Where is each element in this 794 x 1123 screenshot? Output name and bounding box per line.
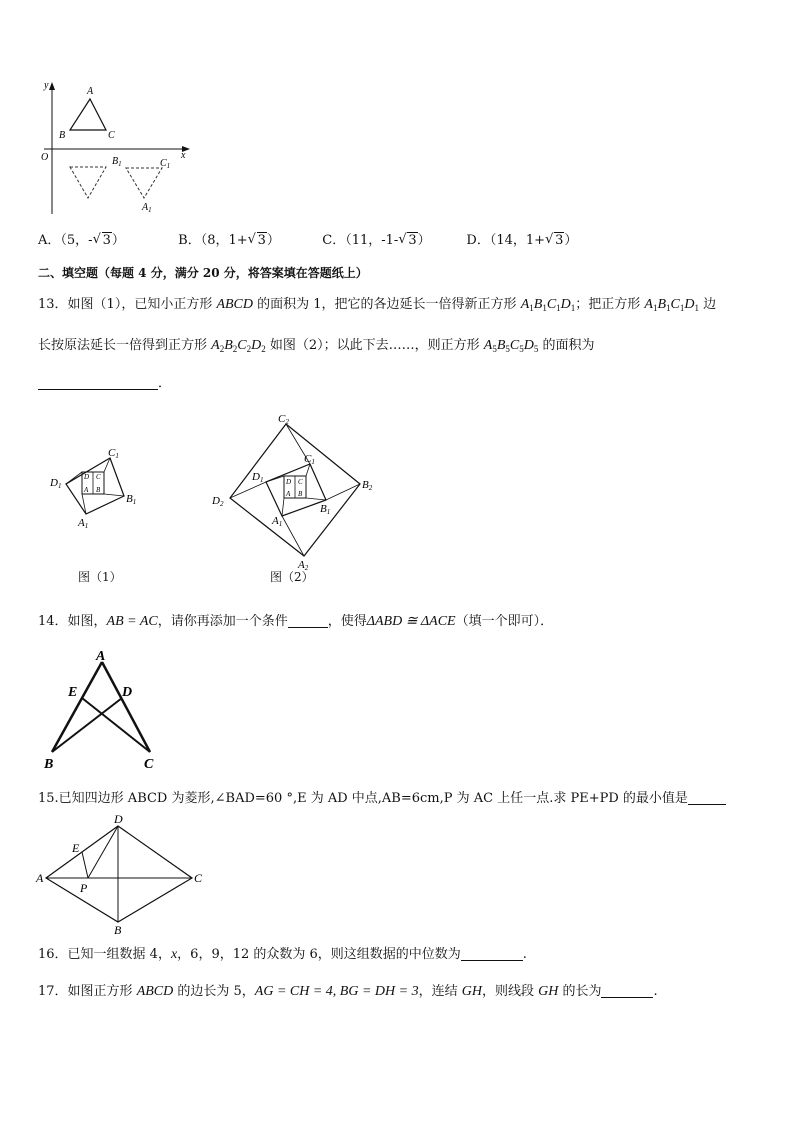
svg-text:C1: C1 [108, 447, 119, 460]
svg-text:B: B [44, 757, 54, 772]
square-a2b2c2d2: $A_2B_2C_2D_2$ [211, 338, 266, 354]
section-heading: 二、填空题（每题 4 分，满分 20 分，将答案填在答题纸上） [38, 266, 368, 280]
svg-text:A: A [96, 649, 106, 664]
svg-text:A1: A1 [272, 515, 283, 528]
q13-line-2: 长按原法延长一倍得到正方形 $A_2B_2C_2D_2$ 如图（2）；以此下去……，则正方形 $A_5B_5C_5D_5$ 的面积为 [38, 338, 595, 354]
svg-text:C: C [96, 473, 101, 481]
svg-text:D1: D1 [50, 477, 62, 490]
svg-text:A: A [36, 871, 44, 885]
svg-text:D: D [114, 812, 123, 826]
q12-options [38, 231, 577, 251]
q15-text: 15.已知四边形 ABCD 为菱形,∠BAD=60 °,E 为 AD 中点,AB=6cm,P 为 AC 上任一点.求 PE+PD 的最小值是 [38, 789, 726, 809]
q13-answer-blank[interactable] [38, 375, 158, 390]
q16-answer-blank[interactable] [461, 946, 523, 961]
q14-answer-blank[interactable] [288, 613, 328, 628]
svg-text:B: B [298, 490, 303, 498]
svg-text:A1: A1 [78, 517, 89, 530]
svg-text:B: B [96, 486, 101, 494]
svg-text:C2: C2 [278, 413, 289, 426]
q13-figure-2 [208, 412, 388, 572]
fig2-caption: 图（2） [270, 570, 314, 584]
q12-coordinate-figure [36, 76, 196, 216]
svg-text:C: C [194, 871, 203, 885]
y-axis-label: y [44, 80, 49, 91]
svg-text:A: A [286, 490, 291, 498]
svg-text:P: P [80, 881, 88, 895]
square-a5b5c5d5: $A_5B_5C_5D_5$ [483, 338, 539, 354]
dashed-triangle-2 [126, 168, 162, 198]
q14-figure [40, 644, 170, 774]
option-b[interactable]: B．（8，1+√ 3） [178, 231, 318, 251]
square-a1b1c1d1: $A_1B_1C_1D_1$ [520, 297, 576, 313]
dashed-triangle-1 [70, 167, 106, 198]
origin-label: O [41, 152, 49, 163]
svg-text:A1: $A_1$ [142, 202, 152, 214]
svg-text:A: A [87, 86, 94, 97]
svg-text:C: C [108, 130, 115, 141]
fig1-caption: 图（1） [78, 570, 122, 584]
svg-text:D: D [84, 473, 90, 481]
svg-text:B1: B1 [126, 493, 137, 506]
q13-line-1: 13．如图（1），已知小正方形 ABCD 的面积为 1，把它的各边延长一倍得新正方形 $A_1B_1C_1D_1$；把正方形 $A_1B_1C_1D_1$ 边 [38, 297, 717, 313]
svg-text:E: E [68, 685, 78, 700]
q16-text: 16．已知一组数据 4，x，6，9，12 的众数为 6，则这组数据的中位数为 . [38, 947, 527, 962]
svg-text:B1: B1 [320, 503, 331, 516]
q17-text: 17．如图正方形 ABCD 的边长为 5，AG = CH = 4, BG = DH = 3，连结 GH，则线段 GH 的长为 . [38, 984, 658, 999]
svg-text:C1: C1 [304, 453, 315, 466]
option-c[interactable]: C．（11，-1-√ 3） [322, 231, 462, 251]
svg-text:C: C [298, 478, 303, 486]
svg-text:B1: $B_1$ [112, 156, 122, 168]
svg-text:A2: A2 [298, 559, 309, 572]
triangle-abc [70, 99, 106, 130]
svg-text:B2: B2 [362, 479, 373, 492]
svg-text:D: D [122, 685, 133, 700]
svg-text:D1: D1 [252, 471, 264, 484]
svg-text:B: B [114, 923, 122, 936]
option-d[interactable]: D．（14，1+√ 3） [466, 231, 577, 251]
x-axis-label: x [181, 150, 186, 161]
option-a[interactable]: A．（5，-√ 3） [38, 231, 174, 251]
svg-text:A: A [84, 486, 89, 494]
q13-answer-line: ． [38, 374, 171, 394]
svg-text:E: E [72, 841, 80, 855]
svg-text:D: D [286, 478, 292, 486]
q15-answer-blank[interactable] [688, 790, 726, 805]
svg-text:C1: $C_1$ [160, 158, 171, 170]
svg-text:D2: D2 [212, 495, 224, 508]
q17-answer-blank[interactable] [601, 983, 653, 998]
svg-text:B: B [59, 130, 66, 141]
svg-text:C: C [144, 757, 154, 772]
q15-rhombus-figure [32, 812, 212, 936]
q14-text: 14．如图，AB = AC，请你再添加一个条件 ，使得ΔABD ≅ ΔACE（填一个即可）． [38, 614, 554, 629]
q13-figure-1 [44, 446, 154, 534]
